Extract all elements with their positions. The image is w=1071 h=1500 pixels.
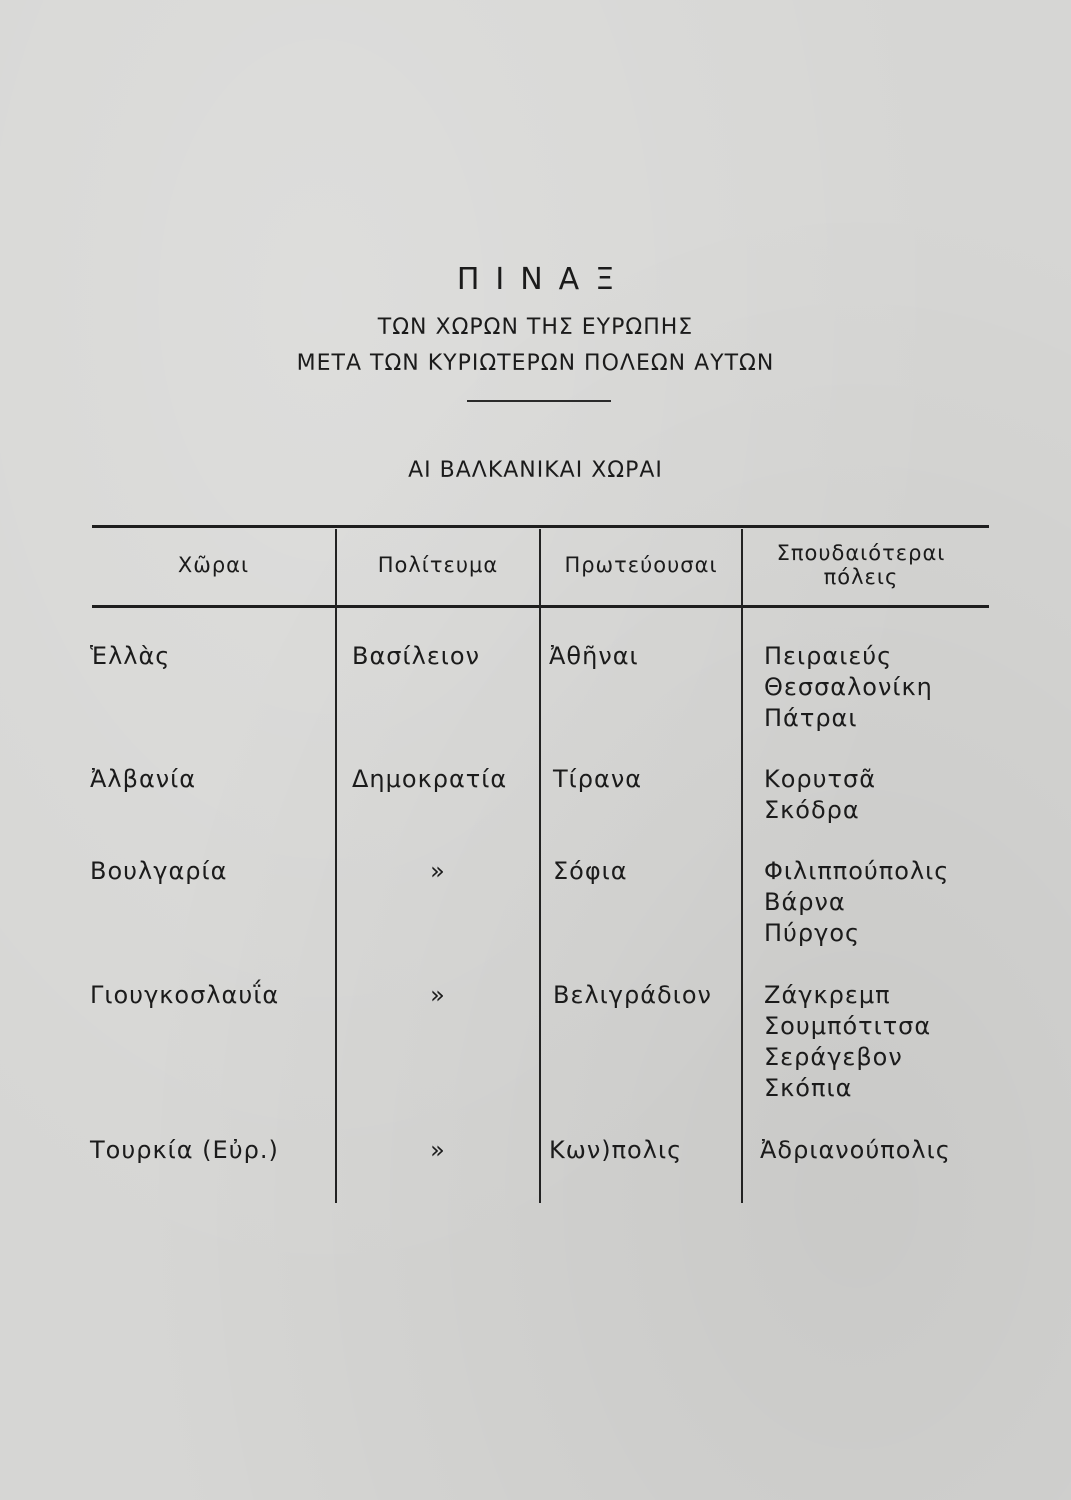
header-regime bbox=[337, 527, 539, 603]
city: Σεράγεβον bbox=[764, 1043, 903, 1071]
header-cities-label-2: πόλεις bbox=[823, 565, 899, 589]
cell-capital: Βελιγράδιον bbox=[553, 981, 712, 1009]
city: Ζάγκρεμπ bbox=[764, 981, 891, 1009]
cell-capital: Τίρανα bbox=[553, 765, 643, 793]
city: Θεσσαλονίκη bbox=[764, 673, 933, 701]
header-cities bbox=[743, 527, 979, 603]
cell-capital: Ἀθῆναι bbox=[549, 642, 639, 670]
city: Κορυτσᾶ bbox=[764, 765, 877, 793]
cell-cities bbox=[760, 1135, 951, 1166]
cell-regime: Δημοκρατία bbox=[352, 765, 508, 793]
column-separator-2 bbox=[539, 529, 541, 1203]
header-capital-label: Πρωτεύουσαι bbox=[564, 553, 718, 577]
city: Πειραιεύς bbox=[764, 642, 893, 670]
cell-country: Τουρκία (Εὐρ.) bbox=[90, 1136, 279, 1164]
page-title: ΠΙΝΑΞ bbox=[456, 262, 631, 297]
city: Πύργος bbox=[764, 919, 861, 947]
cell-regime: » bbox=[430, 981, 446, 1009]
cell-country: Γιουγκοσλαυΐα bbox=[90, 981, 280, 1009]
cell-cities bbox=[764, 980, 931, 1104]
city: Βάρνα bbox=[764, 888, 846, 916]
cell-cities bbox=[764, 856, 949, 949]
section-heading: ΑΙ ΒΑΛΚΑΝΙΚΑΙ ΧΩΡΑΙ bbox=[408, 458, 663, 483]
city: Φιλιππούπολις bbox=[764, 857, 950, 885]
cell-regime: Βασίλειον bbox=[352, 642, 481, 670]
cell-capital: Κων)πολις bbox=[549, 1136, 683, 1164]
cell-regime: » bbox=[430, 1136, 446, 1164]
cell-regime: » bbox=[430, 857, 446, 885]
header-country bbox=[92, 527, 335, 603]
header-country-label: Χῶραι bbox=[177, 553, 250, 577]
cell-cities bbox=[764, 641, 933, 734]
city: Σκόπια bbox=[764, 1074, 853, 1102]
cell-capital: Σόφια bbox=[553, 857, 628, 885]
header-cities-label-1: Σπουδαιότεραι bbox=[776, 541, 946, 565]
city: Πάτραι bbox=[764, 704, 858, 732]
subtitle-line-1: ΤΩΝ ΧΩΡΩΝ ΤΗΣ ΕΥΡΩΠΗΣ bbox=[377, 315, 694, 340]
subtitle-line-2: ΜΕΤΑ ΤΩΝ ΚΥΡΙΩΤΕΡΩΝ ΠΟΛΕΩΝ ΑΥΤΩΝ bbox=[296, 351, 775, 376]
cell-country: Βουλγαρία bbox=[90, 857, 228, 885]
title-divider bbox=[467, 400, 611, 402]
cell-cities bbox=[764, 764, 876, 826]
city: Ἀδριανούπολις bbox=[760, 1136, 951, 1164]
cell-country: Ἀλβανία bbox=[90, 765, 197, 793]
header-regime-label: Πολίτευμα bbox=[377, 553, 499, 577]
column-separator-3 bbox=[741, 529, 743, 1203]
city: Σκόδρα bbox=[764, 796, 860, 824]
city: Σουμπότιτσα bbox=[764, 1012, 932, 1040]
header-capital bbox=[541, 527, 741, 603]
cell-country: Ἑλλὰς bbox=[90, 642, 171, 670]
